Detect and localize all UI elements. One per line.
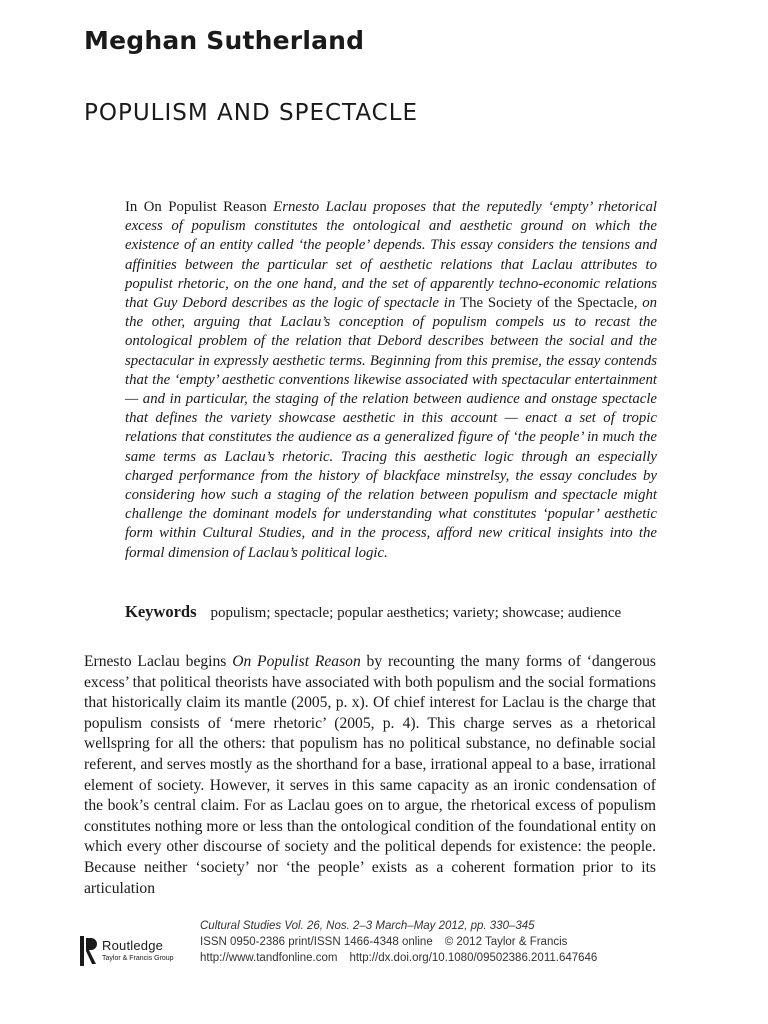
- routledge-logo: [80, 936, 190, 968]
- abstract: [125, 198, 657, 563]
- body-paragraph: [84, 652, 656, 899]
- link-line: [200, 950, 597, 966]
- keywords-list: populism; spectacle; popular aesthetics; variety; showcase; audience: [210, 605, 622, 621]
- issn: ISSN 0950-2386 print/ISSN 1466-4348 online: [200, 936, 433, 948]
- author-name: Meghan Sutherland: [84, 26, 365, 55]
- publisher-url[interactable]: http://www.tandfonline.com: [200, 952, 338, 964]
- abstract-text-2: , on the other, arguing that Laclau’s conception of populism compels us to recast the ontological problem of the relation that Debord describes between the social and the spectacular in expressly aesthetic terms. Beginning from this premise, the essay contends that the ‘empty’ aesthetic conventions likewise associated with spectacular entertainment — and in particular, the staging of the relation between audience and onstage spectacle that defines the variety showcase aesthetic in this account — enact a set of tropic relations that constitutes the audience as a generalized figure of ‘the people’ in much the same terms as Laclau’s rhetoric. Tracing this aesthetic logic through an especially charged performance from the history of blackface minstrelsy, the essay concludes by considering how such a staging of the relation between populism and spectacle might challenge the dominant models for understanding what constitutes ‘popular’ aesthetic form within Cultural Studies, and in the process, afford new critical insights into the formal dimension of Laclau’s political logic.: [125, 295, 657, 561]
- abstract-book-title-2: The Society of the Spectacle: [460, 295, 634, 312]
- journal-line: Cultural Studies Vol. 26, Nos. 2–3 March–May 2012, pp. 330–345: [200, 920, 535, 932]
- abstract-lead-in: In: [125, 199, 144, 215]
- citation-block: [200, 918, 597, 966]
- routledge-r-icon: [80, 936, 98, 966]
- abstract-book-title-1: On Populist Reason: [143, 199, 267, 215]
- body-book-title: On Populist Reason: [232, 653, 361, 670]
- body-text-rest: by recounting the many forms of ‘dangerous excess’ that political theorists have associated with both populism and the social formations that historically claim its mantle (2005, p. x). Of chief interest for Laclau is the charge that populism consists of ‘mere rhetoric’ (2005, p. 4). This charge serves as a rhetorical wellspring for all the others: that populism has no political substance, no definable social referent, and serves mostly as the shorthand for a base, irrational appeal to a base, irrational element of society. However, it serves in this same capacity as an ironic condensation of the book’s central claim. For as Laclau goes on to argue, the rhetorical excess of populism constitutes nothing more or less than the ontological condition of the foundational entity on which every other discourse of society and the political depends for existence: the people. Because neither ‘society’ nor ‘the people’ exists as a coherent formation prior to its articulation: [84, 653, 656, 897]
- abstract-text-1: Ernesto Laclau proposes that the reputedly ‘empty’ rhetorical excess of populism constitutes the ontological and aesthetic ground on which the existence of an entity called ‘the people’ depends. This essay considers the tensions and affinities between the particular set of aesthetic relations that Laclau attributes to populist rhetoric, on the one hand, and the set of apparently techno-economic relations that Guy Debord describes as the logic of spectacle in: [125, 199, 657, 312]
- publisher-name: Routledge: [102, 938, 164, 953]
- doi-link[interactable]: http://dx.doi.org/10.1080/09502386.2011.647646: [349, 952, 598, 964]
- keywords-label: Keywords: [125, 602, 197, 621]
- publisher-subtitle: Taylor & Francis Group: [102, 955, 174, 962]
- keywords: [125, 602, 665, 623]
- copyright: © 2012 Taylor & Francis: [444, 936, 568, 948]
- issn-line: [200, 934, 597, 950]
- article-title: POPULISM AND SPECTACLE: [84, 100, 419, 126]
- body-text-start: Ernesto Laclau begins: [84, 653, 233, 670]
